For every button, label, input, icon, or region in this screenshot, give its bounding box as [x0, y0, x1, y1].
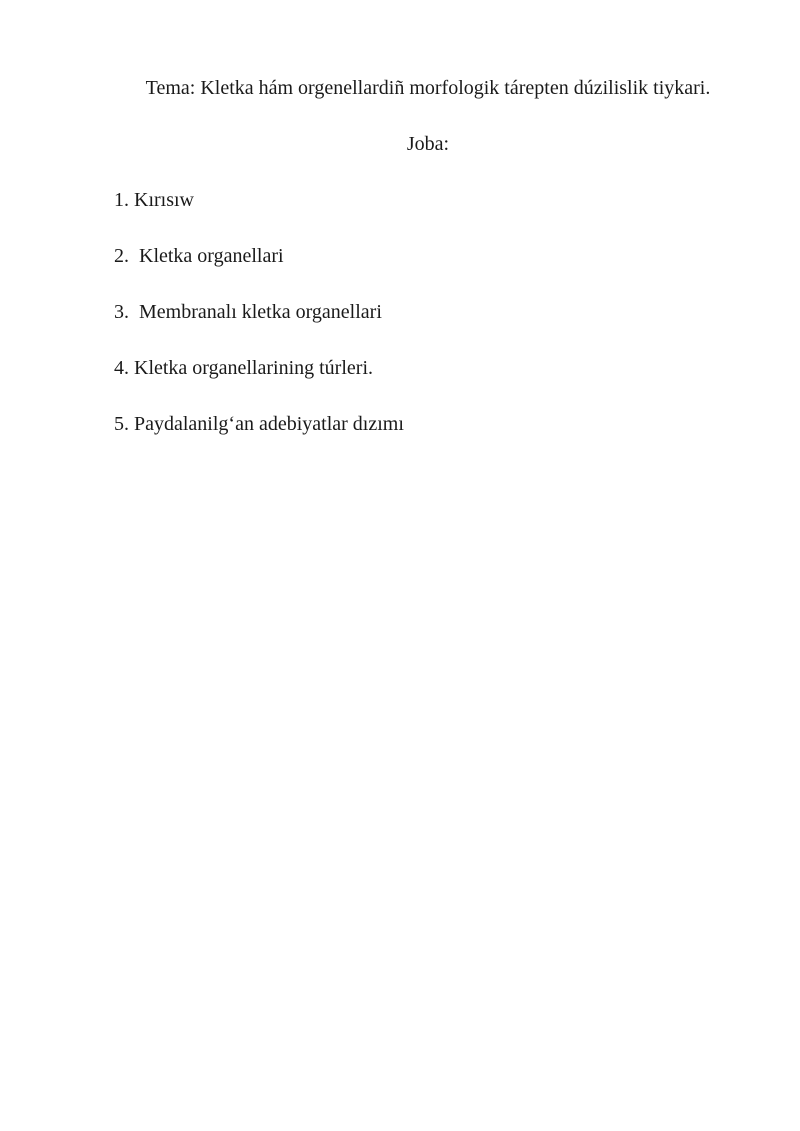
plan-heading: Joba:: [406, 133, 450, 155]
plan-item-2: 2. Kletka organellari: [114, 245, 284, 267]
plan-item-5: 5. Paydalanilg‘an adebiyatlar dızımı: [114, 413, 404, 435]
plan-list: [114, 186, 404, 466]
document-title: Tema: Kletka hám orgenellardiñ morfologik tárepten dúzilislik tiykari.: [145, 77, 711, 99]
plan-item-3: 3. Membranalı kletka organellari: [114, 301, 382, 323]
plan-item-4: 4. Kletka organellarining túrleri.: [114, 357, 373, 379]
plan-item-1: 1. Kırısıw: [114, 189, 194, 211]
